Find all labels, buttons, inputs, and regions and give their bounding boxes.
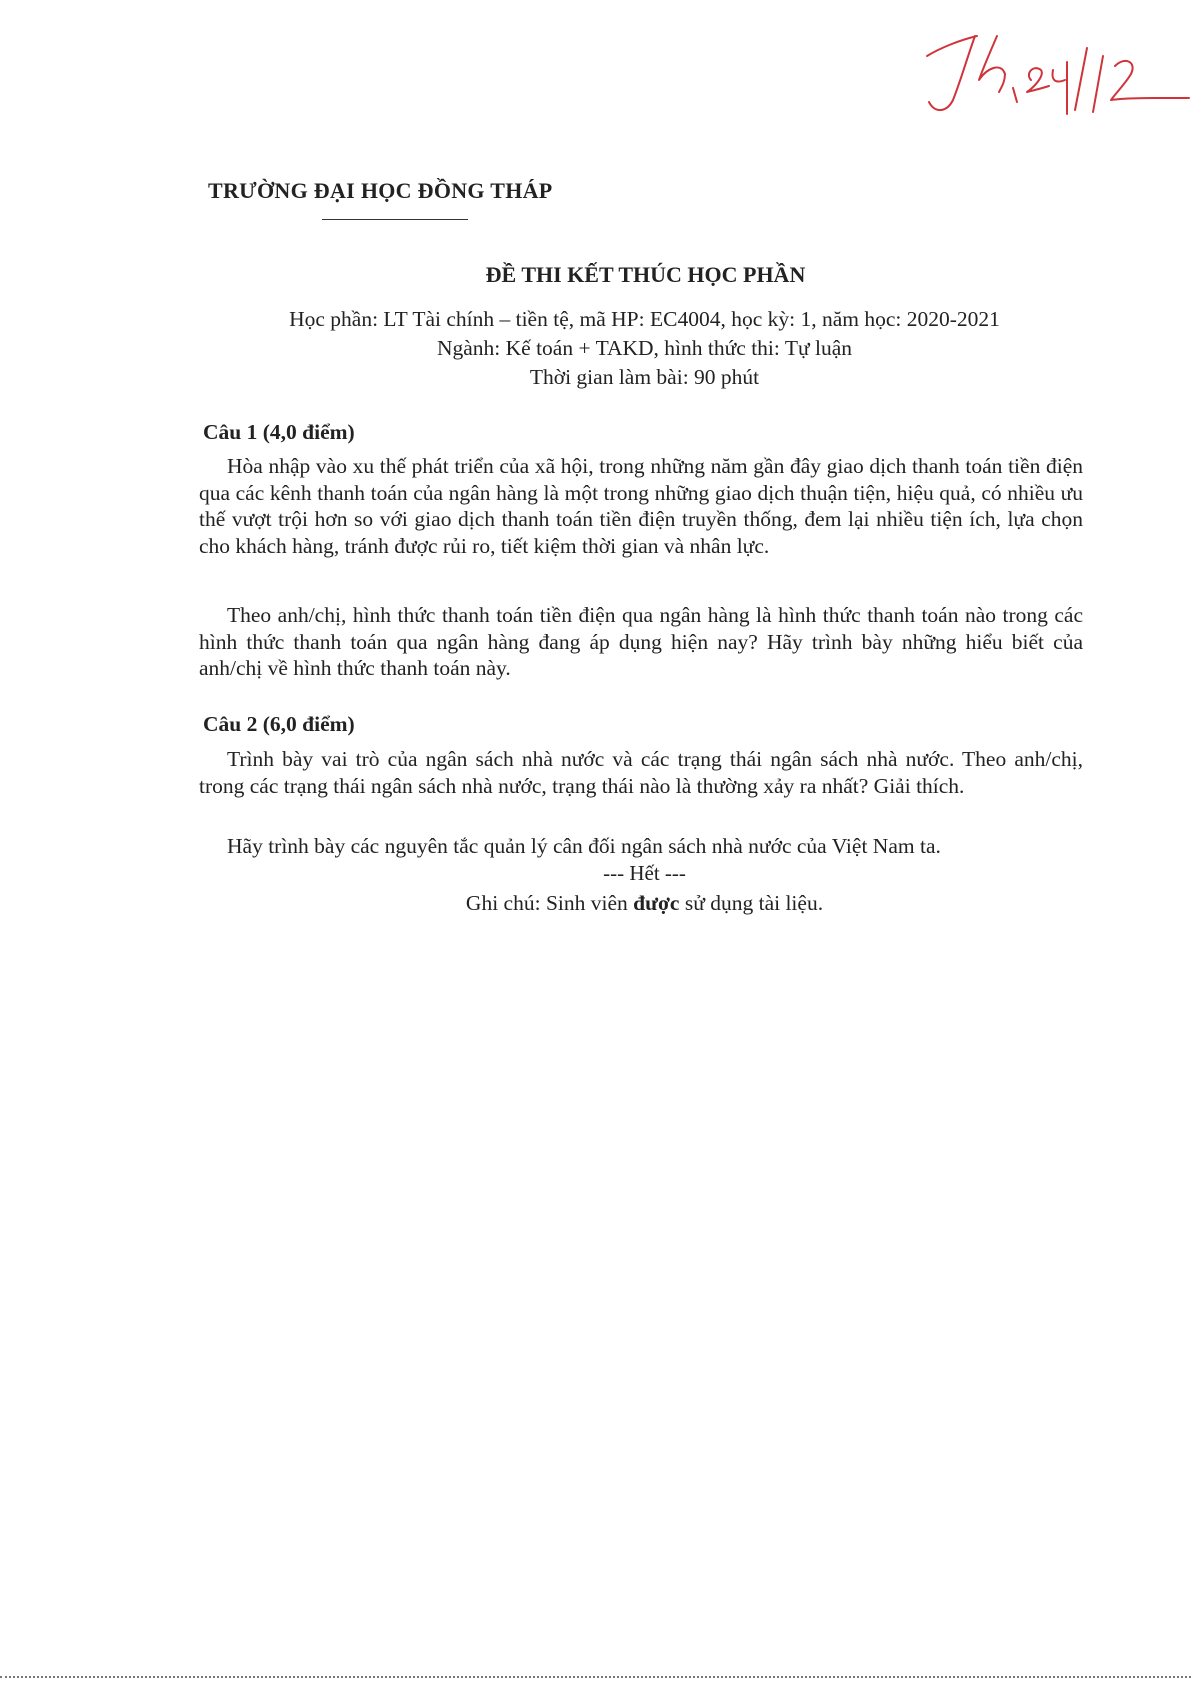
handwritten-signature xyxy=(905,18,1190,128)
time-info: Thời gian làm bài: 90 phút xyxy=(529,365,760,389)
note-emphasis: được xyxy=(633,891,680,915)
question-1-paragraph-2: Theo anh/chị, hình thức thanh toán tiền điện qua ngân hàng là hình thức thanh toán nào trong các hình thức thanh toán qua ngân hàng đang áp dụng hiện nay? Hãy trình bày những hiểu biết của anh/chị về hình thức thanh toán này. xyxy=(199,603,1083,680)
question-2-paragraph-2: Hãy trình bày các nguyên tắc quản lý cân đối ngân sách nhà nước của Việt Nam ta. xyxy=(227,834,941,858)
note-prefix: Ghi chú: Sinh viên xyxy=(465,891,634,915)
bottom-dotted-rule xyxy=(0,1676,1191,1678)
school-underline xyxy=(322,219,468,220)
question-1-paragraph-1: Hòa nhập vào xu thế phát triển của xã hội, trong những năm gần đây giao dịch thanh toán tiền điện qua các kênh thanh toán của ngân hàng là một trong những giao dịch thuận tiện, hiệu quả, có nhiều ưu thế vượt trội hơn so với giao dịch thanh toán tiền điện truyền thống, đem lại nhiều tiện ích, lựa chọn cho khách hàng, tránh được rủi ro, tiết kiệm thời gian và nhân lực. xyxy=(199,454,1083,558)
question-2-paragraph-1: Trình bày vai trò của ngân sách nhà nước và các trạng thái ngân sách nhà nước. Theo anh/chị, trong các trạng thái ngân sách nhà nước, trạng thái nào là thường xảy ra nhất? Giải thích. xyxy=(199,747,1083,798)
major-info: Ngành: Kế toán + TAKD, hình thức thi: Tự luận xyxy=(436,336,853,360)
course-info: Học phần: LT Tài chính – tiền tệ, mã HP: EC4004, học kỳ: 1, năm học: 2020-2021 xyxy=(289,307,1000,331)
school-name: TRƯỜNG ĐẠI HỌC ĐỒNG THÁP xyxy=(208,178,553,203)
question-1-heading: Câu 1 (4,0 điểm) xyxy=(203,420,355,444)
note-suffix: sử dụng tài liệu. xyxy=(679,891,824,915)
exam-note xyxy=(0,891,1191,916)
exam-title: ĐỀ THI KẾT THÚC HỌC PHẦN xyxy=(485,262,806,287)
question-2-heading: Câu 2 (6,0 điểm) xyxy=(203,712,355,736)
end-mark: --- Hết --- xyxy=(603,861,686,885)
